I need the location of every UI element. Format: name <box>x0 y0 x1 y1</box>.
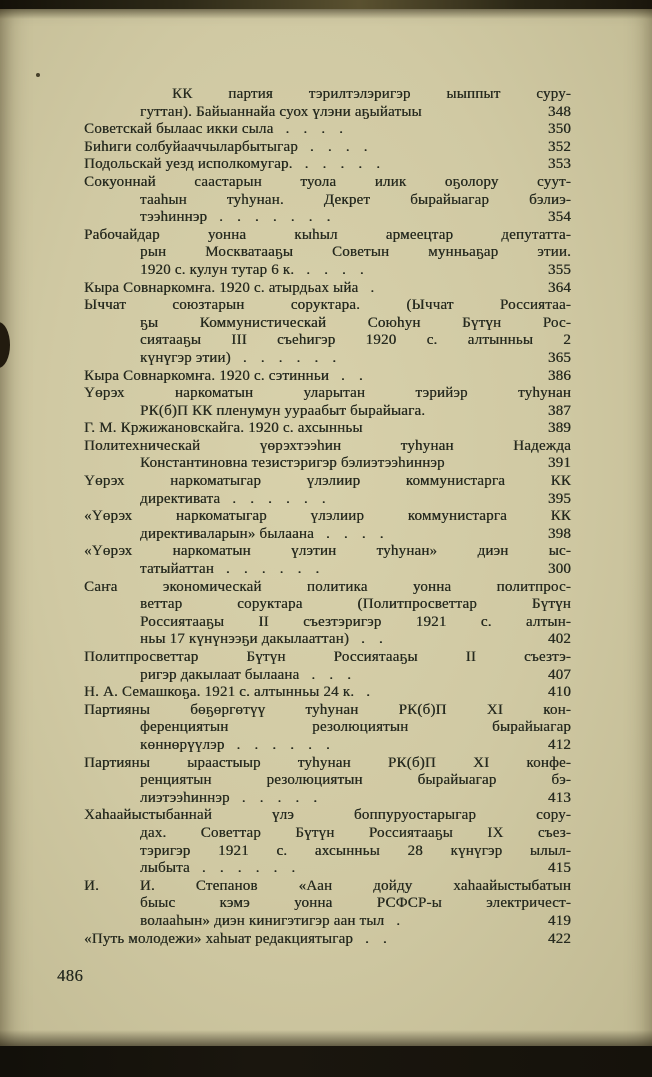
entry-page-number: 300 <box>547 561 571 578</box>
toc-entry-line: ренциятын резолюциятын бырайыагар бэ- <box>140 772 571 789</box>
footer-page-number: 486 <box>57 966 84 985</box>
toc-entry-line: Рабочайдар уонна кыһыл армеецтар депутатта- <box>84 226 571 243</box>
toc-entry-lastline <box>84 139 571 157</box>
toc-entry-lastline <box>84 684 571 702</box>
entry-page-number: 348 <box>547 103 571 120</box>
toc-entry-line: Россиятааҕы II съезтэригэр 1921 с. алтын- <box>140 613 571 630</box>
dot-leader: . . <box>365 930 387 947</box>
toc-entry-line: ференциятын резолюциятын бырайыагар <box>140 719 571 736</box>
toc-entry <box>84 121 571 139</box>
entry-page-number: 402 <box>547 631 571 648</box>
dot-leader: . . . . <box>306 261 364 278</box>
toc-entry-lastline <box>84 403 571 421</box>
toc-entry-text: лиэтээһиннэр <box>140 789 230 806</box>
entry-page-number: 365 <box>547 349 571 366</box>
toc-entry-text: директиваларын» былаана <box>140 525 314 542</box>
toc-entry-text: Н. А. Семашкоҕа. 1921 с. алтынньы 24 к. <box>84 684 355 701</box>
entry-page-number: 407 <box>547 666 571 683</box>
toc-entry <box>84 702 571 755</box>
toc-entry-lastline <box>84 350 571 368</box>
toc-entry-text: Константиновна тезистэригэр бэлиэтээһиннэр <box>140 455 445 472</box>
toc-entry-text: тээһиннэр <box>140 209 208 226</box>
entry-page-number: 387 <box>547 402 571 419</box>
dot-leader: . . . . <box>309 138 368 155</box>
toc-entry-text: күнүгэр этии) <box>140 349 231 366</box>
toc-entry-text: РК(б)П КК пленумун уураабыт бырайыага. <box>140 402 426 419</box>
toc-entry-text: «Путь молодежи» хаһыат редакциятыгар <box>84 930 354 947</box>
toc-entry-lastline <box>84 790 571 808</box>
toc-entry-line: «Үөрэх наркоматыгар үлэлиир коммунистарга КК <box>84 508 571 525</box>
toc-entry-text: Кыра Совнаркомҥа. 1920 с. сэтинньи <box>84 367 329 384</box>
toc-entry-lastline <box>84 121 571 139</box>
toc-entry-text: татыйаттан <box>140 561 214 578</box>
dot-leader: . . . . . <box>241 789 318 806</box>
entry-page-number: 350 <box>547 121 571 138</box>
entry-page-number: 422 <box>547 930 571 947</box>
entry-page-number: 419 <box>547 912 571 929</box>
toc-entry <box>84 420 571 438</box>
toc-entry-text: Советскай былаас икки сыла <box>84 121 274 138</box>
entry-page-number: 398 <box>547 525 571 542</box>
dot-leader: . . <box>361 631 383 648</box>
toc-entry-lastline <box>84 491 571 509</box>
toc-entry-line: рын Москватааҕы Советын мунньаҕар этии. <box>140 244 571 261</box>
toc-entry-lastline <box>84 667 571 685</box>
toc-entry-text: директивата <box>140 490 221 507</box>
entry-page-number: 352 <box>547 138 571 155</box>
toc-entry-text: лыбыта <box>140 860 190 877</box>
dot-leader: . . . . <box>325 525 384 542</box>
toc-entry-line: «Үөрэх наркоматын үлэтин туһунан» диэн ыс- <box>84 543 571 560</box>
toc-entry-text: Биһиги солбуйааччыларбытыгар <box>84 138 298 155</box>
entry-page-number: 386 <box>547 367 571 384</box>
dot-leader: . . . . . . <box>232 490 326 507</box>
entry-page-number: 364 <box>547 279 571 296</box>
scan-edge-top <box>0 0 652 9</box>
toc-entry <box>84 297 571 367</box>
entry-page-number: 389 <box>547 420 571 437</box>
toc-list <box>84 86 571 948</box>
toc-entry <box>84 368 571 386</box>
toc-entry-text: волааһын» диэн кинигэтигэр аан тыл <box>140 912 385 929</box>
toc-entry <box>84 227 571 280</box>
toc-entry-text: Г. М. Кржижановскайга. 1920 с. ахсынньы <box>84 420 363 437</box>
entry-page-number: 391 <box>547 455 571 472</box>
dot-leader: . . . . . . . <box>219 209 331 226</box>
toc-entry-line: быыс кэмэ уонна РСФСР-ы электричест- <box>140 895 571 912</box>
toc-entry <box>84 508 571 543</box>
toc-entry-lastline <box>84 156 571 174</box>
toc-entry-text: гуттан). Байыаннайа суох үлэни аҕыйатыы <box>140 103 422 120</box>
toc-entry-text: Кыра Совнаркомҥа. 1920 с. атырдьах ыйа <box>84 279 359 296</box>
dot-leader: . <box>370 279 375 296</box>
toc-entry-line: Саҥа экономическай политика уонна политпрос- <box>84 578 571 595</box>
toc-entry-line: КК партия тэрилтэлэригэр ыыппыт суру- <box>172 86 571 102</box>
toc-entry-lastline <box>84 631 571 649</box>
toc-entry-lastline <box>84 262 571 280</box>
toc-entry-lastline <box>84 913 571 931</box>
scan-edge-bottom <box>0 1046 652 1077</box>
scan-edge-bottom-shadow <box>0 1030 652 1046</box>
dot-leader: . <box>366 684 371 701</box>
toc-entry-text: ньы 17 күнүнээҕи дакылааттан) <box>140 631 350 648</box>
toc-entry-line: Партияны бөҕөргөтүү туһунан РК(б)П XI кон- <box>84 701 571 718</box>
toc-entry-line: ҕы Коммунистическай Союһун Бүтүн Рос- <box>140 314 571 331</box>
dot-leader: . . . . . . <box>201 860 296 877</box>
toc-entry-line: Үөрэх наркоматын уларытан тэрийэр туһунан <box>84 385 571 402</box>
toc-entry-line: Ыччат союзтарын соруктара. (Ыччат Россиятаа- <box>84 297 571 314</box>
toc-entry-text: көннөрүүлэр <box>140 736 225 753</box>
toc-entry-line: тааһын туһунан. Декрет бырайыагар бэлиэ- <box>140 191 571 208</box>
toc-entry-line: дах. Советтар Бүтүн Россиятааҕы IX съез- <box>140 824 571 841</box>
dot-leader: . . . . . . <box>242 349 337 366</box>
toc-entry-lastline <box>84 455 571 473</box>
toc-entry <box>84 543 571 578</box>
entry-page-number: 415 <box>547 860 571 877</box>
entry-page-number: 395 <box>547 490 571 507</box>
toc-entry-lastline <box>84 860 571 878</box>
scan-edge-top-shadow <box>0 9 652 19</box>
toc-entry <box>84 579 571 649</box>
toc-entry-line: Партияны ыраастыыр туһунан РК(б)П XI конфе- <box>84 754 571 771</box>
toc-entry-line: И. И. Степанов «Аан дойду хаһаайыстыбатын <box>84 877 571 894</box>
toc-entry <box>84 755 571 808</box>
dot-leader: . . . . . . <box>225 561 320 578</box>
entry-page-number: 355 <box>547 261 571 278</box>
scan-speck <box>36 73 40 77</box>
toc-entry-lastline <box>84 368 571 386</box>
dot-leader: . <box>396 912 401 929</box>
toc-entry <box>84 174 571 227</box>
toc-entry-text: Подольскай уезд исполкомугар. <box>84 156 293 173</box>
toc-entry <box>84 807 571 877</box>
toc-entry-line: Политехническай үөрэхтээһин туһунан Надежда <box>84 437 571 454</box>
toc-entry <box>84 649 571 684</box>
toc-entry-lastline <box>84 737 571 755</box>
dot-leader: . . . . . <box>304 156 381 173</box>
toc-entry-line: Хаһаайыстыбаннай үлэ боппуруостарыгар сору- <box>84 807 571 824</box>
toc-entry-line: тэригэр 1921 с. ахсынньы 28 күнүгэр ылыл- <box>140 842 571 859</box>
toc-entry-line: сиятааҕы III съеһигэр 1920 с. алтынньы 2 <box>140 332 571 349</box>
toc-entry <box>84 684 571 702</box>
toc-entry-line: Үөрэх наркоматыгар үлэлиир коммунистарга КК <box>84 473 571 490</box>
entry-page-number: 413 <box>547 789 571 806</box>
toc-entry-line: Политпросветтар Бүтүн Россиятааҕы II съезтэ- <box>84 649 571 665</box>
toc-entry-line: веттар соруктара (Политпросветтар Бүтүн <box>140 596 571 613</box>
toc-entry-lastline <box>84 104 571 122</box>
toc-entry-lastline <box>84 280 571 298</box>
dot-leader: . . . . <box>285 121 344 138</box>
toc-entry-lastline <box>84 561 571 579</box>
toc-entry <box>84 139 571 157</box>
toc-entry <box>84 931 571 949</box>
entry-page-number: 410 <box>547 684 571 701</box>
toc-entry-lastline <box>84 420 571 438</box>
toc-entry-lastline <box>84 931 571 949</box>
entry-page-number: 412 <box>547 736 571 753</box>
toc-entry <box>84 473 571 508</box>
toc-entry <box>84 156 571 174</box>
toc-entry-line: Сокуоннай саастарын туола илик оҕолору суут- <box>84 173 571 190</box>
dot-leader: . . . . . . <box>236 736 330 753</box>
toc-entry <box>84 385 571 420</box>
toc-entry-lastline <box>84 526 571 544</box>
toc-entry <box>84 86 571 121</box>
entry-page-number: 353 <box>547 156 571 173</box>
toc-entry <box>84 280 571 298</box>
dot-leader: . . <box>341 367 363 384</box>
toc-entry-lastline <box>84 209 571 227</box>
toc-entry <box>84 438 571 473</box>
toc-entry-text: 1920 с. кулун тутар 6 к. <box>140 261 295 278</box>
toc-entry <box>84 878 571 931</box>
entry-page-number: 354 <box>547 209 571 226</box>
dot-leader: . . . <box>311 666 352 683</box>
toc-entry-text: ригэр дакылаат былаана <box>140 666 300 683</box>
